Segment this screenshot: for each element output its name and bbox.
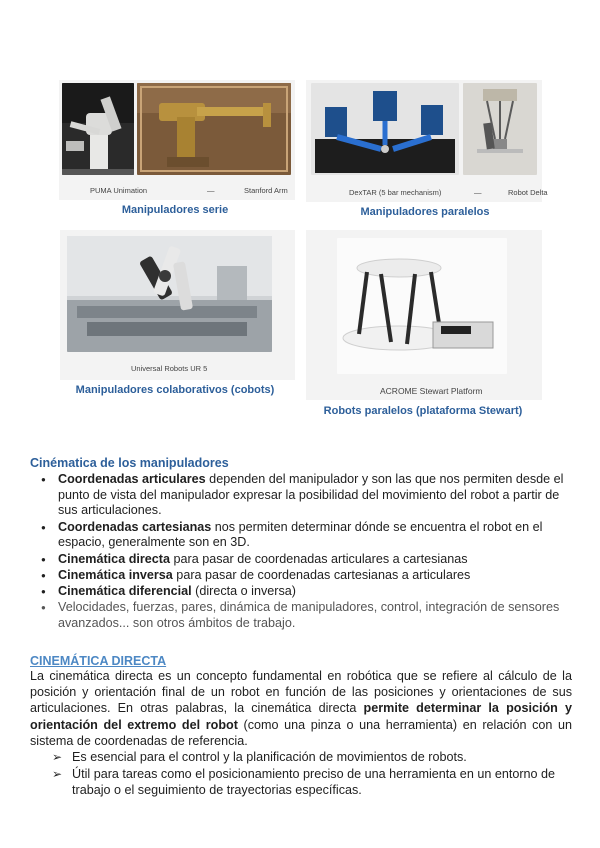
list-item — [40, 600, 572, 631]
paragraph-text: La cinemática directa es un concepto fundamental en robótica que se refiere al cálculo de la posición y orientación final de un robot en función de las posiciones y orientaciones de sus articulaciones. En otras palabras, la cinemática directa — [30, 669, 572, 716]
dextar-photo — [311, 83, 459, 175]
term-description: dependen del manipulador y son las que nos permiten desde el punto de vista del manipulador expresar la posibilidad del movimiento del robot a partir de sus articulaciones. — [58, 472, 564, 518]
paragraph-text: (como una pinza o una herramienta) en relación con un sistema de coordenadas de referencia. — [30, 717, 572, 748]
term-cinematica-inversa: Cinemática inversa — [58, 567, 173, 582]
paragraph-cinematica-directa — [30, 668, 572, 749]
list-item — [40, 520, 572, 551]
directa-points-list — [52, 749, 572, 798]
term-coordenadas-articulares: Coordenadas articulares — [58, 472, 206, 486]
list-item — [40, 568, 572, 584]
caption-stewart: ACROME Stewart Platform — [380, 386, 483, 396]
term-description: Velocidades, fuerzas, pares, dinámica de manipuladores, control, integración de sensores avanzados... son otros ámbitos de trabajo. — [58, 600, 560, 630]
paragraph-bold-text: permite determinar la posición y orientación del extremo del robot — [30, 701, 573, 732]
term-description: para pasar de coordenadas articulares a cartesianas — [170, 551, 468, 566]
robot-delta-photo — [463, 83, 537, 175]
list-item — [40, 472, 572, 519]
term-description: nos permiten determinar dónde se encuentra el robot en el espacio, generalmente son en 3D. — [58, 519, 543, 550]
caption-dash: — — [207, 186, 215, 195]
stewart-photo — [337, 238, 507, 374]
list-item — [40, 584, 572, 600]
figure-title-serie: Manipuladores serie — [121, 204, 229, 216]
section-title-cinematica: Cinématica de los manipuladores — [30, 456, 229, 470]
list-item: ➢ Útil para tareas como el posicionamiento preciso de una herramienta en un entorno de trabajo o el seguimiento de trayectorias específicas. — [52, 766, 572, 798]
cinematica-list — [40, 472, 572, 632]
caption-delta: Robot Delta — [508, 188, 548, 197]
list-item — [40, 552, 572, 568]
figure-title-cobots: Manipuladores colaborativos (cobots) — [75, 384, 275, 396]
term-coordenadas-cartesianas: Coordenadas cartesianas — [58, 519, 212, 534]
list-item: ➢ Es esencial para el control y la planificación de movimientos de robots. — [52, 749, 572, 765]
puma-photo — [62, 83, 134, 175]
ur5-photo — [67, 236, 272, 352]
figure-title-stewart: Robots paralelos (plataforma Stewart) — [323, 405, 523, 417]
stanford-arm-photo — [137, 83, 291, 175]
figure-title-paralelos: Manipuladores paralelos — [360, 206, 490, 218]
caption-puma: PUMA Unimation — [90, 186, 148, 195]
caption-stanford: Stanford Arm — [244, 186, 288, 195]
term-cinematica-directa: Cinemática directa — [58, 551, 170, 566]
heading-cinematica-directa: CINEMÁTICA DIRECTA — [30, 654, 167, 668]
caption-dash-2: — — [474, 188, 482, 197]
caption-ur5: Universal Robots UR 5 — [131, 364, 208, 373]
caption-dextar: DexTAR (5 bar mechanism) — [349, 188, 442, 197]
term-cinematica-diferencial: Cinemática diferencial — [58, 583, 192, 598]
term-description: (directa o inversa) — [191, 583, 296, 598]
term-description: para pasar de coordenadas cartesianas a articulares — [172, 567, 471, 582]
